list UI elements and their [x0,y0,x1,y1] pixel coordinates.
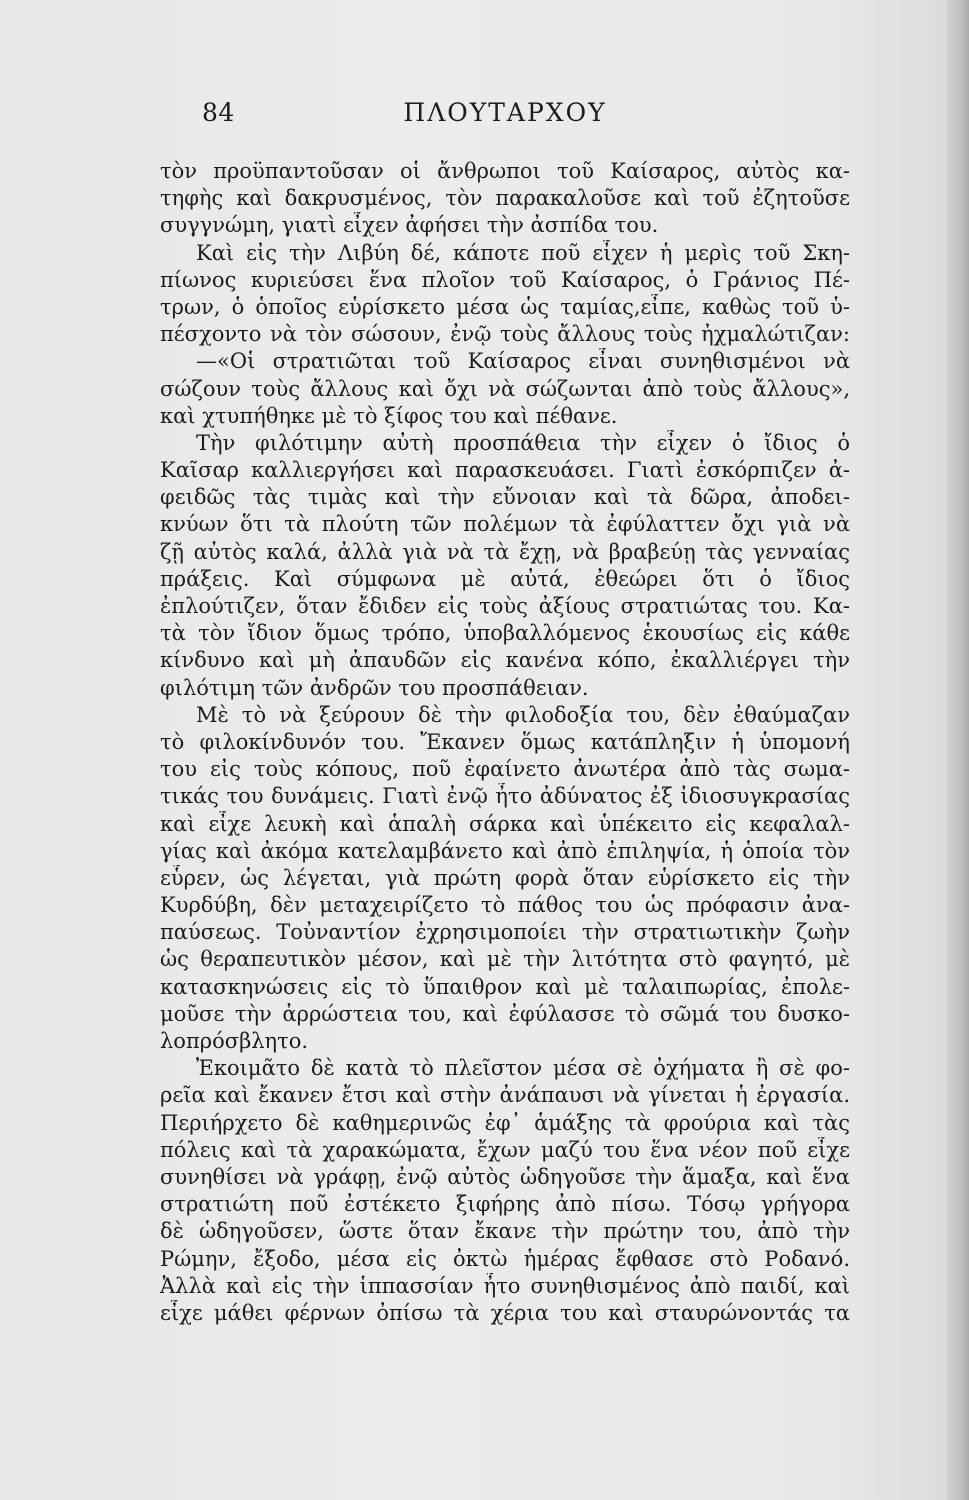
text-line: καὶ χτυπήθηκε μὲ τὸ ξίφος του καὶ πέθανε. [160,403,618,428]
text-line: κατασκηνώσεις εἰς τὸ ὕπαιθρον καὶ μὲ ταλαιπωρίας, ἐπολε- [160,974,850,999]
text-line: κνύων ὅτι τὰ πλούτη τῶν πολέμων τὰ ἐφύλαττεν ὄχι γιὰ νὰ [160,512,850,537]
text-line: πέσχοντο νὰ τὸν σώσουν, ἐνῷ τοὺς ἄλλους τοὺς ἠχμαλώτιζαν: [160,322,850,347]
text-line: πόλεις καὶ τὰ χαρακώματα, ἔχων μαζύ του ἕνα νέον ποῦ εἶχε [160,1137,850,1162]
text-line: συγγνώμη, γιατὶ εἶχεν ἀφήσει τὴν ἀσπίδα του. [160,213,659,238]
text-line: λοπρόσβλητο. [160,1029,309,1053]
text-line: τὰ τὸν ἴδιον ὅμως τρόπο, ὑποβαλλόμενος ἑκουσίως εἰς κάθε [160,621,850,646]
text-line: ρεῖα καὶ ἔκανεν ἔτσι καὶ στὴν ἀνάπαυσι νὰ γίνεται ἡ ἐργασία. [160,1083,850,1108]
text-line: συνηθίσει νὰ γράφῃ, ἐνῷ αὐτὸς ὡδηγοῦσε τὴν ἅμαξα, καὶ ἕνα [160,1164,850,1189]
text-line: Περιήρχετο δὲ καθημερινῶς ἐφ᾿ ἁμάξης τὰ φρούρια καὶ τὰς [160,1110,850,1135]
text-line: τὸν προϋπαντοῦσαν οἱ ἄνθρωποι τοῦ Καίσαρος, αὐτὸς κα- [160,159,850,183]
page-header [160,98,850,138]
text-line: Ἐκοιμᾶτο δὲ κατὰ τὸ πλεῖστον μέσα σὲ ὀχήματα ἢ σὲ φο- [196,1056,850,1081]
page-number: 84 [202,98,235,127]
text-line: του εἰς τοὺς κόπους, ποῦ ἐφαίνετο ἀνωτέρα ἀπὸ τὰς σωμα- [160,757,850,782]
text-line: γίας καὶ ἀκόμα κατελαμβάνετο καὶ ἀπὸ ἐπιληψία, ἡ ὁποία τὸν [160,838,850,863]
text-line: πράξεις. Καὶ σύμφωνα μὲ αὐτά, ἐθεώρει ὅτι ὁ ἴδιος [160,566,850,591]
text-line: πίωνος κυριεύσει ἕνα πλοῖον τοῦ Καίσαρος, ὁ Γράνιος Πέ- [160,267,850,292]
text-line: Ρώμην, ἔξοδο, μέσα εἰς ὀκτὼ ἡμέρας ἔφθασε στὸ Ροδανό. [160,1246,850,1271]
text-line: Καῖσαρ καλλιεργήσει καὶ παρασκευάσει. Γιατὶ ἐσκόρπιζεν ἀ- [160,458,850,483]
text-line: σώζουν τοὺς ἄλλους καὶ ὄχι νὰ σώζωνται ἀπὸ τοὺς ἄλλους», [160,376,850,401]
text-line: Ἀλλὰ καὶ εἰς τὴν ἱππασσίαν ἦτο συνηθισμένος ἀπὸ παιδί, καὶ [160,1273,850,1298]
text-line: στρατιώτη ποῦ ἐστέκετο ξιφήρης ἀπὸ πίσω. Τόσῳ γρήγορα [160,1192,850,1217]
text-line: εἶχε μάθει φέρνων ὀπίσω τὰ χέρια του καὶ σταυρώνοντάς τα [160,1300,850,1325]
text-line: φειδῶς τὰς τιμὰς καὶ τὴν εὔνοιαν καὶ τὰ δῶρα, ἀποδει- [160,485,850,510]
body-text [160,158,850,1327]
text-line: εὗρεν, ὡς λέγεται, γιὰ πρώτη φορὰ ὅταν εὑρίσκετο εἰς τὴν [160,865,850,890]
text-line: τρων, ὁ ὁποῖος εὑρίσκετο μέσα ὡς ταμίας,εἶπε, καθὼς τοῦ ὑ- [160,294,850,319]
text-line: μοῦσε τὴν ἀρρώστεια του, καὶ ἐφύλασσε τὸ σῶμά του δυσκο- [160,1001,850,1026]
page-edge-shadow [947,0,969,1500]
text-line: κίνδυνο καὶ μὴ ἀπαυδῶν εἰς κανένα κόπο, ἐκαλλιέργει τὴν [160,648,850,673]
text-line: τὸ φιλοκίνδυνόν του. Ἔκανεν ὅμως κατάπληξιν ἡ ὑπομονή [160,729,850,754]
running-title: ΠΛΟΥΤΑΡΧΟΥ [403,98,607,127]
text-line: δὲ ὡδηγοῦσεν, ὥστε ὅταν ἔκανε τὴν πρώτην του, ἀπὸ τὴν [160,1219,850,1244]
text-line: Μὲ τὸ νὰ ξεύρουν δὲ τὴν φιλοδοξία του, δὲν ἐθαύμαζαν [196,702,850,727]
text-line: Τὴν φιλότιμην αὐτὴ προσπάθεια τὴν εἶχεν ὁ ἴδιος ὁ [196,430,850,455]
text-line: παύσεως. Τοὐναντίον ἐχρησιμοποίει τὴν στρατιωτικὴν ζωὴν [160,920,850,945]
text-line: τικάς του δυνάμεις. Γιατὶ ἐνῷ ἦτο ἀδύνατος ἐξ ἰδιοσυγκρασίας [160,784,850,809]
text-line: —«Οἱ στρατιῶται τοῦ Καίσαρος εἶναι συνηθισμένοι νὰ [196,349,850,374]
text-line: ζῇ αὐτὸς καλά, ἀλλὰ γιὰ νὰ τὰ ἔχῃ, νὰ βραβεύῃ τὰς γενναίας [160,539,850,564]
text-line: ἐπλούτιζεν, ὅταν ἔδιδεν εἰς τοὺς ἀξίους στρατιώτας του. Κα- [160,594,850,618]
text-line: φιλότιμη τῶν ἀνδρῶν του προσπάθειαν. [160,675,589,700]
text-line: Κυρδύβη, δὲν μεταχειρίζετο τὸ πάθος του ὡς πρόφασιν ἀνα- [160,893,850,918]
text-line: Καὶ εἰς τὴν Λιβύη δέ, κάποτε ποῦ εἶχεν ἡ μερὶς τοῦ Σκη- [196,240,850,265]
text-line: καὶ εἶχε λευκὴ καὶ ἁπαλὴ σάρκα καὶ ὑπέκειτο εἰς κεφαλαλ- [160,811,850,836]
text-line: τηφὴς καὶ δακρυσμένος, τὸν παρακαλοῦσε καὶ τοῦ ἐζητοῦσε [160,186,850,211]
text-line: ὡς θεραπευτικὸν μέσον, καὶ μὲ τὴν λιτότητα στὸ φαγητό, μὲ [160,947,850,972]
